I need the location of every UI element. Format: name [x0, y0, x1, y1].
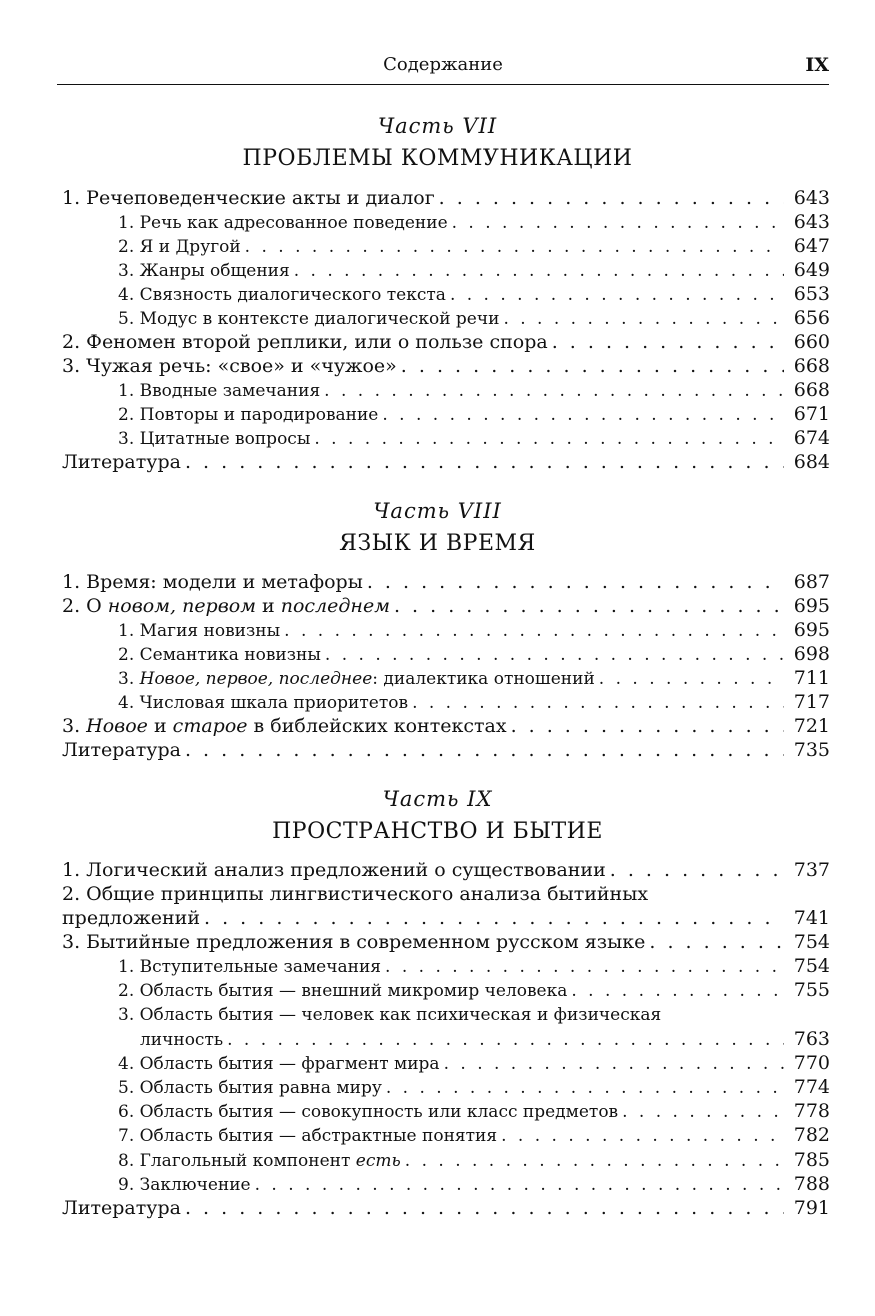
part-label: Часть VII: [377, 114, 498, 138]
toc-entry-first-line[interactable]: 2. Общие принципы лингвистического анализа бытийных: [62, 883, 649, 905]
toc-subentry[interactable]: 4. Связность диалогического текста . . . 653: [0, 282, 830, 306]
toc-entry[interactable]: 3. Чужая речь: «свое» и «чужое» . . . 668: [0, 354, 830, 378]
toc-entry[interactable]: 1. Логический анализ предложений о существовании . . . 737: [0, 858, 830, 882]
toc-entry[interactable]: 3. Новое и старое в библейских контекстах . . . 721: [0, 714, 830, 738]
toc-subentry[interactable]: 4. Область бытия — фрагмент мира . . . 770: [0, 1051, 830, 1075]
toc-subentry[interactable]: 2. Область бытия — внешний микромир человека . . . 755: [0, 978, 830, 1002]
toc-subentry[interactable]: 1. Магия новизны . . . 695: [0, 618, 830, 642]
toc-entry[interactable]: 3. Бытийные предложения в современном русском языке . . . 754: [0, 930, 830, 954]
toc-subentry[interactable]: 5. Область бытия равна миру . . . 774: [0, 1075, 830, 1099]
toc-subentry-first-line[interactable]: 3. Область бытия — человек как психическая и физическая: [118, 1005, 662, 1025]
toc-subentry[interactable]: 1. Вводные замечания . . . 668: [0, 378, 830, 402]
toc-entry[interactable]: 2. О новом, первом и последнем . . . 695: [0, 594, 830, 618]
part-title: ПРОСТРАНСТВО И БЫТИЕ: [272, 819, 603, 844]
toc-subentry[interactable]: 5. Модус в контексте диалогической речи . . . 656: [0, 306, 830, 330]
toc-subentry[interactable]: 1. Вступительные замечания . . . 754: [0, 954, 830, 978]
running-head-title: Содержание: [383, 54, 503, 75]
toc-subentry[interactable]: 4. Числовая шкала приоритетов . . . 717: [0, 690, 830, 714]
toc-subentry[interactable]: 3. Цитатные вопросы . . . 674: [0, 426, 830, 450]
toc-subentry[interactable]: 3. Новое, первое, последнее: диалектика отношений . . . 711: [0, 666, 830, 690]
toc-subentry[interactable]: 7. Область бытия — абстрактные понятия . . . 782: [0, 1123, 830, 1147]
toc-subentry[interactable]: 2. Повторы и пародирование . . . 671: [0, 402, 830, 426]
toc-subentry[interactable]: 2. Я и Другой . . . 647: [0, 234, 830, 258]
toc-entry[interactable]: 2. Феномен второй реплики, или о пользе спора . . . 660: [0, 330, 830, 354]
page-number: IX: [805, 54, 829, 76]
toc-subentry[interactable]: 6. Область бытия — совокупность или класс предметов . . . 778: [0, 1099, 830, 1123]
toc-entry-continuation[interactable]: предложений . . . 741: [0, 906, 830, 930]
toc-bibliography[interactable]: Литература . . . 684: [0, 450, 830, 474]
running-head: [57, 54, 829, 78]
toc-entry[interactable]: 1. Время: модели и метафоры . . . 687: [0, 570, 830, 594]
header-rule: [57, 84, 829, 85]
part-label: Часть VIII: [373, 499, 502, 523]
toc-entry[interactable]: 1. Речеповеденческие акты и диалог . . . 643: [0, 186, 830, 210]
toc-subentry[interactable]: 3. Жанры общения . . . 649: [0, 258, 830, 282]
part-label: Часть IX: [382, 787, 493, 811]
toc-subentry-continuation[interactable]: личность . . . 763: [0, 1027, 830, 1051]
toc-subentry[interactable]: 9. Заключение . . . 788: [0, 1172, 830, 1196]
toc-bibliography[interactable]: Литература . . . 791: [0, 1196, 830, 1220]
toc-bibliography[interactable]: Литература . . . 735: [0, 738, 830, 762]
part-title: ЯЗЫК И ВРЕМЯ: [339, 531, 536, 556]
toc-subentry[interactable]: 2. Семантика новизны . . . 698: [0, 642, 830, 666]
toc-subentry[interactable]: 8. Глагольный компонент есть . . . 785: [0, 1148, 830, 1172]
part-title: ПРОБЛЕМЫ КОММУНИКАЦИИ: [242, 146, 633, 171]
toc-subentry[interactable]: 1. Речь как адресованное поведение . . . 643: [0, 210, 830, 234]
